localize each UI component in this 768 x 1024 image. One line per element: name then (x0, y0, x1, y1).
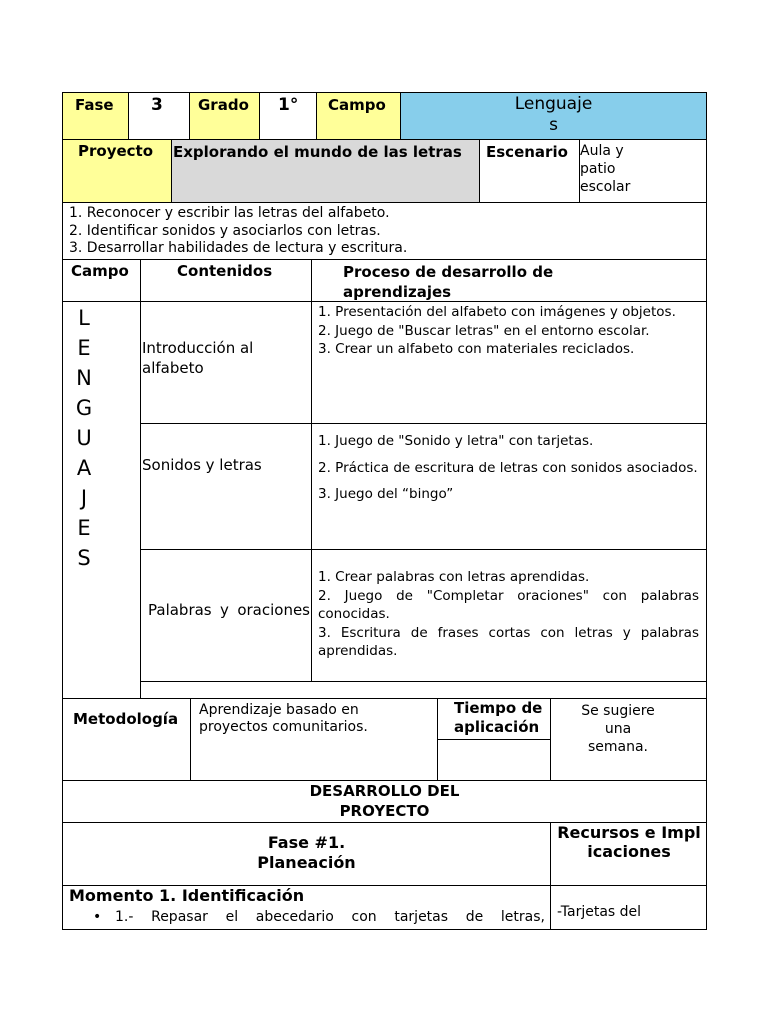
metodologia-value-cell (190, 698, 438, 781)
momento-cell (62, 885, 551, 930)
proceso-item: 3. Crear un alfabeto con materiales reciclados. (318, 341, 635, 357)
recursos-item: -Tarjetas del (557, 904, 642, 920)
col-contenidos-header (140, 259, 312, 302)
proceso-list (318, 568, 699, 661)
vertical-letter: S (77, 546, 91, 570)
desarrollo-title-text: DESARROLLO DEL PROYECTO (309, 782, 460, 820)
vertical-letter: A (76, 456, 92, 480)
vertical-letter: N (76, 366, 92, 390)
contenido-cell (140, 423, 312, 550)
proceso-item: 1. Juego de "Sonido y letra" con tarjetas. (318, 433, 594, 449)
vertical-letter: J (80, 486, 88, 510)
grado-value-cell (259, 92, 317, 140)
tiempo-label-cell (437, 698, 551, 781)
fase-value: 3 (151, 95, 163, 115)
proceso-cell (311, 549, 707, 682)
contenido-text: Sonidos y letras (142, 456, 262, 474)
proceso-list (318, 432, 699, 504)
proceso-item: 1. Crear palabras con letras aprendidas. (318, 569, 590, 585)
grado-value: 1° (278, 95, 299, 115)
campo-label-cell (316, 92, 401, 140)
campo-value-cell (400, 92, 707, 140)
fase-label-cell (62, 92, 129, 140)
tiempo-divider (437, 739, 551, 740)
proyecto-title-cell (171, 139, 480, 203)
campo-vertical-cell (62, 301, 141, 699)
col-campo-label: Campo (71, 262, 129, 280)
proceso-item: 3. Escritura de frases cortas con letras y palabras aprendidas. (318, 624, 699, 659)
bullet-icon: • (93, 909, 102, 925)
escenario-label: Escenario (486, 143, 568, 161)
col-proceso-label: Proceso de desarrollo de aprendizajes (343, 263, 554, 301)
proceso-item: 2. Práctica de escritura de letras con sonidos asociados. (318, 459, 698, 476)
proceso-list (318, 303, 699, 359)
metodologia-value: Aprendizaje basado en proyectos comunitarios. (199, 702, 368, 735)
proyecto-label: Proyecto (78, 142, 154, 160)
fase-value-cell (128, 92, 190, 140)
tiempo-value-cell (550, 698, 707, 781)
campo-value-line2: s (549, 115, 558, 135)
objetivo-item: 1. Reconocer y escribir las letras del alfabeto. (69, 205, 390, 221)
fase-label: Fase (75, 96, 114, 114)
vertical-letter: G (75, 396, 93, 420)
vertical-letter: U (76, 426, 92, 450)
objetivos-list (69, 205, 407, 258)
proceso-item: 3. Juego del “bingo” (318, 486, 454, 502)
proyecto-title: Explorando el mundo de las letras (173, 143, 462, 161)
objetivo-item: 3. Desarrollar habilidades de lectura y escritura. (69, 240, 408, 256)
momento-item: 1.- Repasar el abecedario con tarjetas de letras, (115, 909, 545, 925)
contenido-text: Palabras y oraciones (148, 601, 310, 619)
momento-title: Momento 1. Identificación (69, 886, 305, 905)
fase-planeacion (63, 833, 550, 873)
vertical-letter: L (78, 306, 90, 330)
fase-title: Fase #1. (267, 833, 346, 852)
fase-subtitle: Planeación (257, 853, 356, 872)
recursos-title: Recursos e Implicaciones (557, 823, 701, 861)
objetivo-item: 2. Identificar sonidos y asociarlos con letras. (69, 222, 381, 239)
spacer-cell (140, 681, 707, 699)
grado-label: Grado (198, 96, 249, 114)
proceso-item: 2. Juego de "Completar oraciones" con palabras conocidas. (318, 587, 699, 622)
vertical-letter: E (77, 336, 91, 360)
contenido-cell (140, 549, 312, 682)
campo-label: Campo (328, 96, 386, 114)
contenido-cell (140, 301, 312, 424)
escenario-label-cell (479, 139, 580, 203)
tiempo-value: Se sugiere una semana. (581, 703, 655, 755)
col-contenidos-label: Contenidos (177, 262, 273, 280)
desarrollo-title-cell (62, 780, 707, 823)
metodologia-label-cell (62, 698, 191, 781)
recursos-cell (550, 885, 707, 930)
objetivos-cell (62, 202, 707, 260)
campo-value-line1: Lenguaje (514, 94, 593, 114)
col-proceso-header (311, 259, 707, 302)
recursos-header-cell (550, 822, 707, 886)
col-campo-header (62, 259, 141, 302)
metodologia-label: Metodología (73, 710, 179, 728)
escenario-value-cell (579, 139, 707, 203)
vertical-letter: E (77, 516, 91, 540)
escenario-value: Aula y patio escolar (580, 143, 631, 195)
campo-value (401, 94, 706, 136)
proceso-cell (311, 423, 707, 550)
desarrollo-title (63, 781, 706, 821)
tiempo-label: Tiempo de aplicación (454, 699, 543, 736)
fase-planeacion-cell (62, 822, 551, 886)
contenido-text: Introducción al alfabeto (142, 339, 254, 377)
proceso-item: 2. Juego de "Buscar letras" en el entorno escolar. (318, 322, 650, 339)
proceso-item: 1. Presentación del alfabeto con imágenes y objetos. (318, 304, 676, 320)
proceso-cell (311, 301, 707, 424)
grado-label-cell (189, 92, 260, 140)
campo-vertical-letters (69, 303, 99, 573)
proyecto-label-cell (62, 139, 172, 203)
